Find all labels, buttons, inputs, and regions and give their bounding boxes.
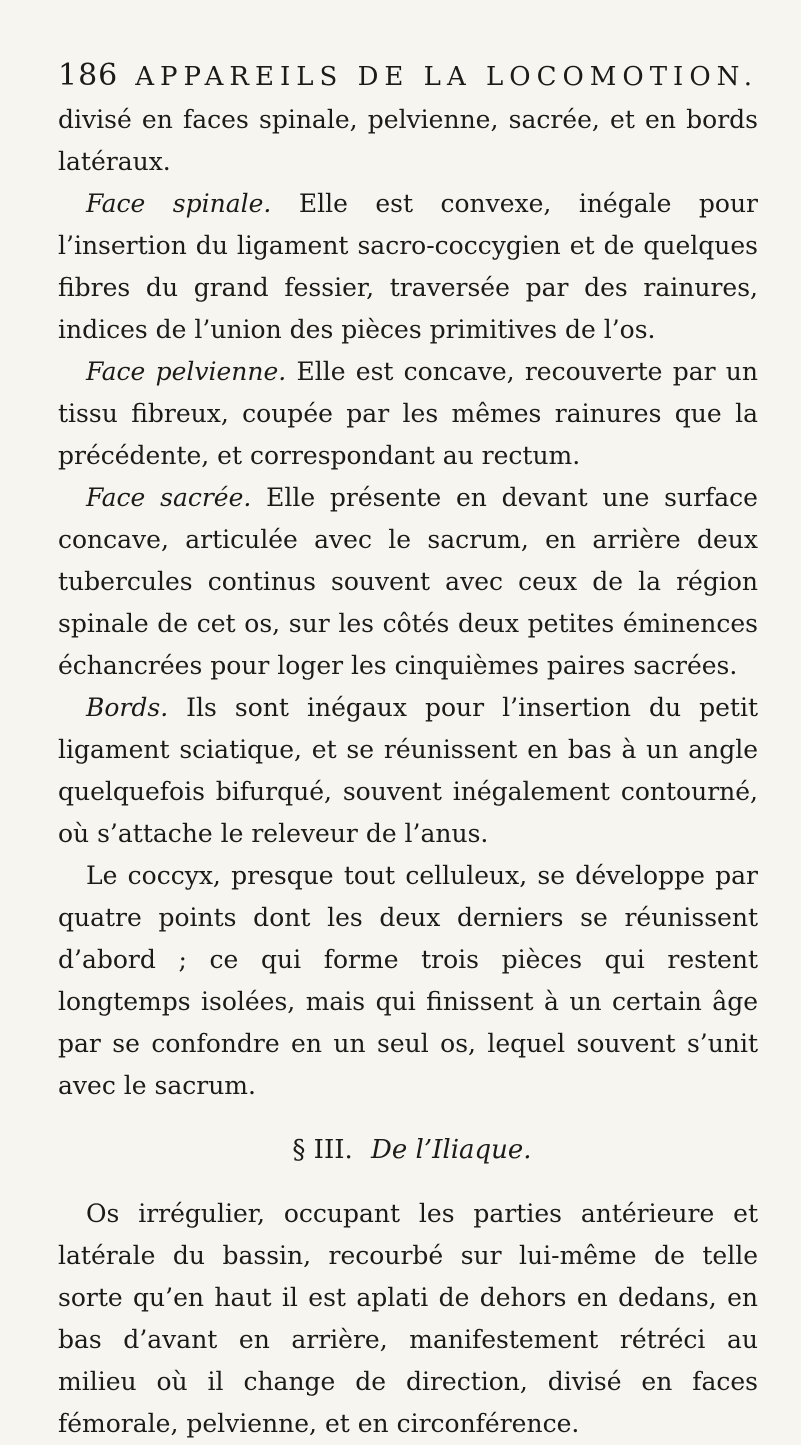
paragraph-coccyx <box>58 855 758 1107</box>
paragraph-text: Elle est concave, recouverte par un tissu fibreux, coupée par les mêmes rainures que la précédente, et correspondant au rectum. <box>58 357 759 470</box>
running-title: APPAREILS DE LA LOCOMOTION. <box>135 62 758 92</box>
paragraph-face-spinale <box>58 183 758 351</box>
paragraph-text: Ils sont inégaux pour l’insertion du petit ligament sciatique, et se réunissent en bas à un angle quelquefois bifurqué, souvent inégalement contourné, où s’attache le releveur de l’anus. <box>58 693 758 848</box>
paragraph-text: divisé en faces spinale, pelvienne, sacrée, et en bords latéraux. <box>58 105 758 176</box>
paragraph-text: Le coccyx, presque tout celluleux, se développe par quatre points dont les deux derniers se réunissent d’abord ; ce qui forme trois pièces qui restent longtemps isolées, mais qui finissent à un certain âge par se confondre en un seul os, lequel souvent s’unit avec le sacrum. <box>58 861 758 1100</box>
section-number: § III. <box>292 1135 353 1165</box>
paragraph-face-pelvienne <box>58 351 758 477</box>
body-text <box>58 99 758 1445</box>
paragraph-lead: Face sacrée. <box>86 483 252 512</box>
paragraph-lead: Face pelvienne. <box>86 357 287 386</box>
paragraph-continuation <box>58 99 758 183</box>
paragraph-lead: Face spinale. <box>86 189 272 218</box>
section-heading <box>66 1129 758 1171</box>
paragraph-text: Elle est convexe, inégale pour l’insertion du ligament sacro-coccygien et de quelques fibres du grand fessier, traversée par des rainures, indices de l’union des pièces primitives de l’os. <box>58 189 758 344</box>
paragraph-text: Os irrégulier, occupant les parties antérieure et latérale du bassin, recourbé sur lui-même de telle sorte qu’en haut il est aplati de dehors en dedans, en bas d’avant en arrière, manifestement rétréci au milieu où il change de direction, divisé en faces fémorale, pelvienne, et en circonférence. <box>58 1199 758 1438</box>
page-number: 186 <box>58 58 119 93</box>
paragraph-bords <box>58 687 758 855</box>
paragraph-face-sacree <box>58 477 758 687</box>
paragraph-iliaque <box>58 1193 758 1445</box>
paragraph-text: Elle présente en devant une surface concave, articulée avec le sacrum, en arrière deux tubercules continus souvent avec ceux de la région spinale de cet os, sur les côtés deux petites éminences échancrées pour loger les cinquièmes paires sacrées. <box>58 483 758 680</box>
paragraph-lead: Bords. <box>86 693 169 722</box>
page-header <box>58 58 758 95</box>
section-title: De l’Iliaque. <box>371 1135 532 1165</box>
document-page <box>58 58 758 1445</box>
